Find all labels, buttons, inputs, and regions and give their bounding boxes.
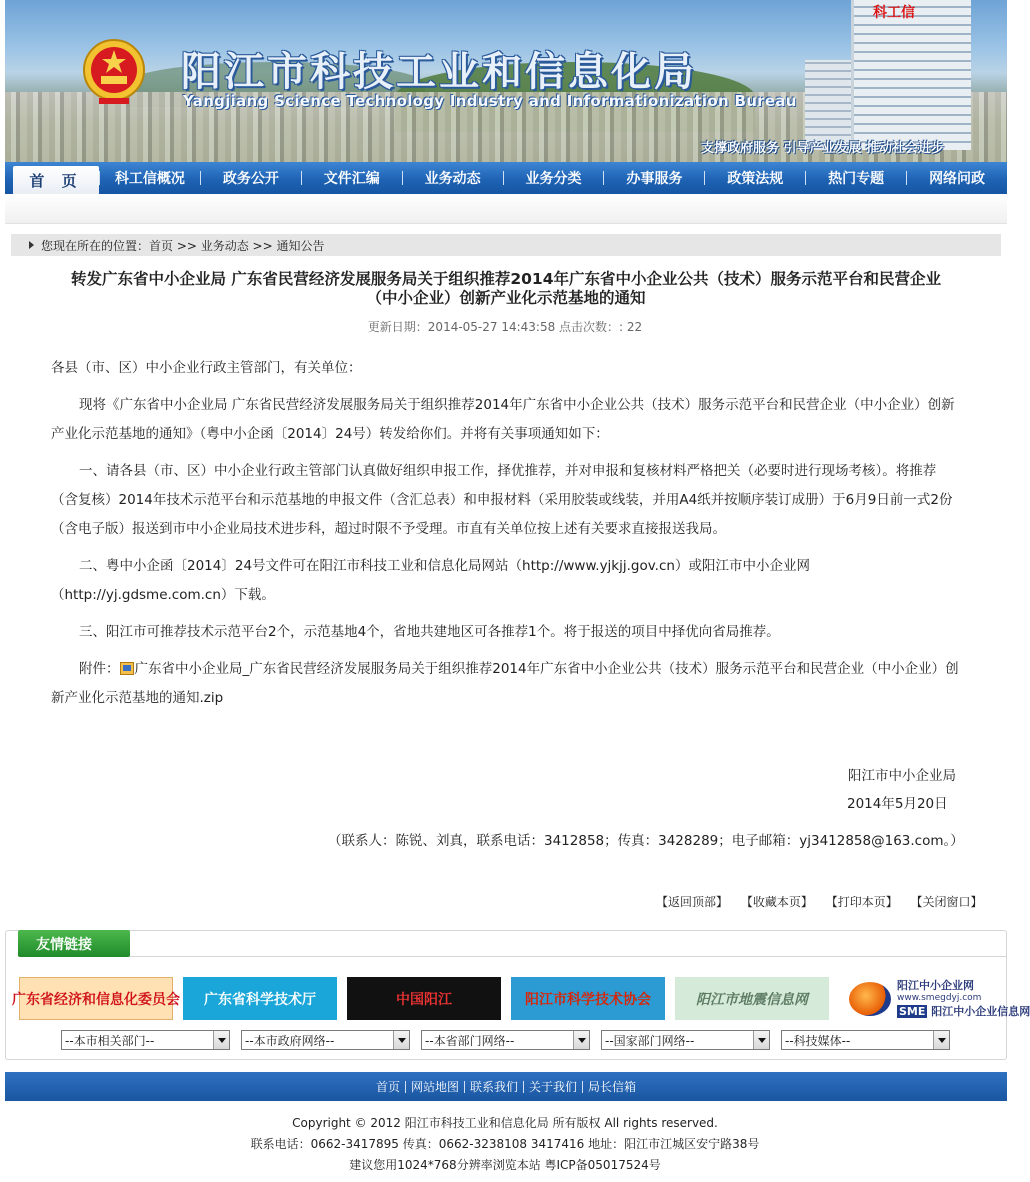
breadcrumb-text[interactable]: 您现在所在的位置：首页 >> 业务动态 >> 通知公告 <box>41 238 325 253</box>
footer-separator <box>405 1081 406 1093</box>
article-body <box>51 354 963 713</box>
footer-copyright: Copyright © 2012 阳江市科技工业和信息化局 所有版权 All rights reserved. <box>292 1116 718 1130</box>
article-paragraph: 三、阳江市可推荐技术示范平台2个，示范基地4个，省地共建地区可各推荐1个。将于报送的项目中择优向省局推荐。 <box>79 624 780 640</box>
select-value: --本省部门网络-- <box>425 1033 515 1048</box>
footer-contact: 联系电话：0662-3417895 传真：0662-3238108 3417416 地址：阳江市江城区安宁路38号 <box>250 1137 760 1151</box>
footer-separator <box>523 1081 524 1093</box>
close-window-link[interactable]: 【关闭窗口】 <box>910 895 983 909</box>
breadcrumb-arrow-icon <box>29 241 34 249</box>
zip-file-icon <box>120 662 134 675</box>
select-national-departments[interactable] <box>601 1030 770 1050</box>
nav-overview[interactable]: 科工信概况 <box>114 171 185 187</box>
nav-policies[interactable]: 政策法规 <box>727 171 784 187</box>
chevron-down-icon <box>393 1031 409 1049</box>
select-city-departments[interactable] <box>61 1030 230 1050</box>
footer-home-link[interactable]: 首页 <box>375 1080 400 1094</box>
article-date: 2014年5月20日 <box>847 796 948 812</box>
article-signer: 阳江市中小企业局 <box>848 768 956 784</box>
sme-globe-icon <box>849 982 891 1016</box>
chevron-down-icon <box>753 1031 769 1049</box>
breadcrumb <box>11 234 1001 256</box>
sme-subtitle <box>897 1005 1030 1018</box>
select-value: --国家部门网络-- <box>605 1033 695 1048</box>
sme-url: www.smegdyj.com <box>897 993 982 1003</box>
nav-business-news[interactable]: 业务动态 <box>424 171 481 187</box>
link-yj-science-assoc[interactable]: 阳江市科学技术协会 <box>511 977 665 1020</box>
nav-documents[interactable]: 文件汇编 <box>323 171 380 187</box>
footer-separator <box>582 1081 583 1093</box>
site-title-en: Yangjiang Science Technology Industry and Informationization Bureau <box>183 92 797 110</box>
article-salutation: 各县（市、区）中小企业行政主管部门，有关单位： <box>51 360 362 376</box>
sme-badge: SME <box>899 1005 926 1018</box>
chevron-down-icon <box>933 1031 949 1049</box>
site-slogan: 支撑政府服务 引导产业发展 推动社会进步 <box>701 141 945 156</box>
chevron-down-icon <box>213 1031 229 1049</box>
sme-title: 阳江中小企业网 <box>897 979 974 992</box>
attachment <box>51 655 963 713</box>
header-banner <box>5 0 1007 162</box>
select-province-departments[interactable] <box>421 1030 590 1050</box>
page-tools <box>656 893 992 910</box>
article-paragraph: 现将《广东省中小企业局 广东省民营经济发展服务局关于组织推荐2014年广东省中小企业公共（技术）服务示范平台和民营企业（中小企业）创新产业化示范基地的通知》（粤中小企函〔2014〕24号）转发给你们。并将有关事项通知如下： <box>51 397 955 442</box>
nav-online-inquiry[interactable]: 网络问政 <box>929 171 986 187</box>
select-city-gov-network[interactable] <box>241 1030 410 1050</box>
print-link[interactable]: 【打印本页】 <box>825 895 898 909</box>
sme-subtitle-text: 阳江中小企业信息网 <box>931 1005 1030 1018</box>
article-title-line2: （中小企业）创新产业化示范基地的通知 <box>366 289 646 307</box>
footer-about-link[interactable]: 关于我们 <box>529 1080 578 1094</box>
link-yj-sme[interactable] <box>849 977 1030 1020</box>
nav-hot-topics[interactable]: 热门专题 <box>828 171 885 187</box>
chevron-down-icon <box>573 1031 589 1049</box>
article-paragraph: 一、请各县（市、区）中小企业行政主管部门认真做好组织申报工作，择优推荐，并对申报和复核材料严格把关（必要时进行现场考核）。将推荐（含复核）2014年技术示范平台和示范基地的申报文件（含汇总表）和申报材料（采用胶装或线装，并用A4纸并按顺序装订成册）于6月9日前一式2份（含电子版）报送到市中小企业局技术进步科，超过时限不予受理。市直有关单位按上述有关要求直接报送我局。 <box>51 463 953 537</box>
footer-sitemap-link[interactable]: 网站地图 <box>410 1080 459 1094</box>
footer-contact-link[interactable]: 联系我们 <box>469 1080 518 1094</box>
nav-subbar <box>5 194 1007 224</box>
article-meta: 更新日期：2014-05-27 14:43:58 点击次数：: 22 <box>367 320 643 334</box>
article-contact: （联系人：陈锐、刘真，联系电话：3412858；传真：3428289；电子邮箱：yj3412858@163.com。） <box>328 833 964 849</box>
select-value: --科技媒体-- <box>785 1033 851 1048</box>
nav-business-category[interactable]: 业务分类 <box>525 171 582 187</box>
link-gd-science[interactable]: 广东省科学技术厅 <box>183 977 337 1020</box>
link-yj-earthquake[interactable]: 阳江市地震信息网 <box>675 977 829 1020</box>
bookmark-link[interactable]: 【收藏本页】 <box>740 895 813 909</box>
friendly-links-title: 友情链接 <box>18 930 130 957</box>
footer-icp: 建议您用1024*768分辨率浏览本站 粤ICP备05017524号 <box>349 1158 661 1172</box>
national-emblem-icon <box>81 36 147 110</box>
main-nav <box>5 162 1007 194</box>
building-sign: 科工信 <box>873 5 915 21</box>
select-tech-media[interactable] <box>781 1030 950 1050</box>
nav-gov-affairs[interactable]: 政务公开 <box>222 171 279 187</box>
site-title: 阳江市科技工业和信息化局 <box>181 48 697 95</box>
friendly-links-divider <box>130 956 1006 957</box>
attachment-link[interactable]: 广东省中小企业局_广东省民营经济发展服务局关于组织推荐2014年广东省中小企业公共（技术）服务示范平台和民营企业（中小企业）创新产业化示范基地的通知.zip <box>51 661 959 706</box>
attachment-label: 附件： <box>79 661 120 677</box>
article-title <box>22 270 990 308</box>
article-paragraph: 二、粤中小企函〔2014〕24号文件可在阳江市科技工业和信息化局网站（http://www.yjkjj.gov.cn）或阳江市中小企业网（http://yj.gdsme.com.cn）下载。 <box>51 558 810 603</box>
select-value: --本市政府网络-- <box>245 1033 335 1048</box>
footer-separator <box>464 1081 465 1093</box>
nav-services[interactable]: 办事服务 <box>626 171 683 187</box>
select-value: --本市相关部门-- <box>65 1033 155 1048</box>
banner-building <box>851 0 971 150</box>
back-to-top-link[interactable]: 【返回顶部】 <box>656 895 729 909</box>
article-title-line1: 转发广东省中小企业局 广东省民营经济发展服务局关于组织推荐2014年广东省中小企业公共（技术）服务示范平台和民营企业 <box>70 270 942 288</box>
link-china-yangjiang[interactable]: 中国阳江 <box>347 977 501 1020</box>
footer-mailbox-link[interactable]: 局长信箱 <box>588 1080 637 1094</box>
link-gd-economy[interactable]: 广东省经济和信息化委员会 <box>19 977 173 1020</box>
nav-home[interactable]: 首 页 <box>13 166 99 194</box>
footer-nav <box>5 1072 1007 1101</box>
